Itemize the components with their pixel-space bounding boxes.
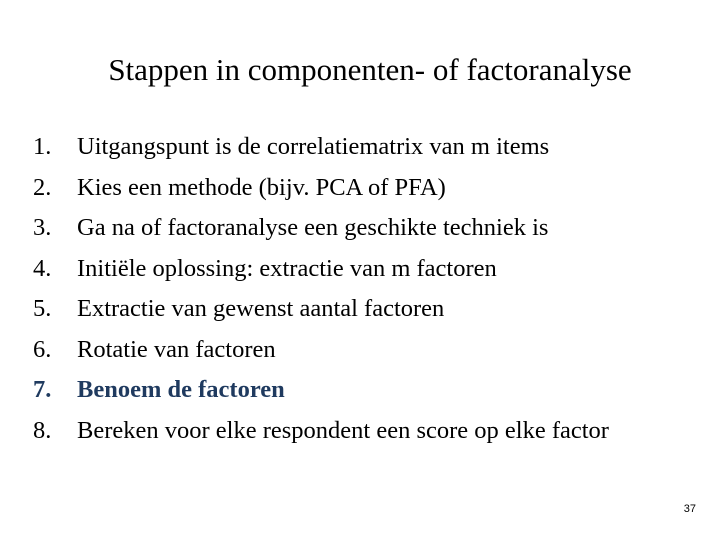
step-item-7	[33, 370, 609, 411]
step-item-6	[33, 330, 609, 371]
step-number: 7.	[33, 376, 52, 403]
step-number: 6.	[33, 335, 52, 363]
step-item-8	[33, 411, 609, 452]
step-text: Benoem de factoren	[77, 376, 285, 403]
step-number: 5.	[33, 295, 52, 322]
step-text: Kies een methode (bijv. PCA of PFA)	[77, 173, 446, 201]
step-text: Rotatie van factoren	[77, 335, 276, 363]
step-number: 1.	[33, 133, 52, 160]
step-item-1	[33, 127, 609, 168]
step-number: 8.	[33, 416, 52, 444]
step-number: 2.	[33, 173, 52, 201]
step-text: Extractie van gewenst aantal factoren	[77, 295, 445, 322]
step-number: 4.	[33, 254, 52, 282]
page-number: 37	[683, 503, 696, 515]
step-item-2	[33, 168, 609, 209]
slide-title: Stappen in componenten- of factoranalyse	[108, 52, 632, 87]
step-text: Initiële oplossing: extractie van m factoren	[77, 254, 497, 282]
step-text: Uitgangspunt is de correlatiematrix van m items	[77, 133, 550, 160]
step-list	[33, 127, 609, 451]
step-text: Bereken voor elke respondent een score op elke factor	[77, 416, 609, 444]
step-item-5	[33, 289, 609, 330]
step-text: Ga na of factoranalyse een geschikte techniek is	[77, 214, 549, 241]
step-item-3	[33, 208, 609, 249]
step-number: 3.	[33, 214, 52, 241]
step-item-4	[33, 249, 609, 290]
